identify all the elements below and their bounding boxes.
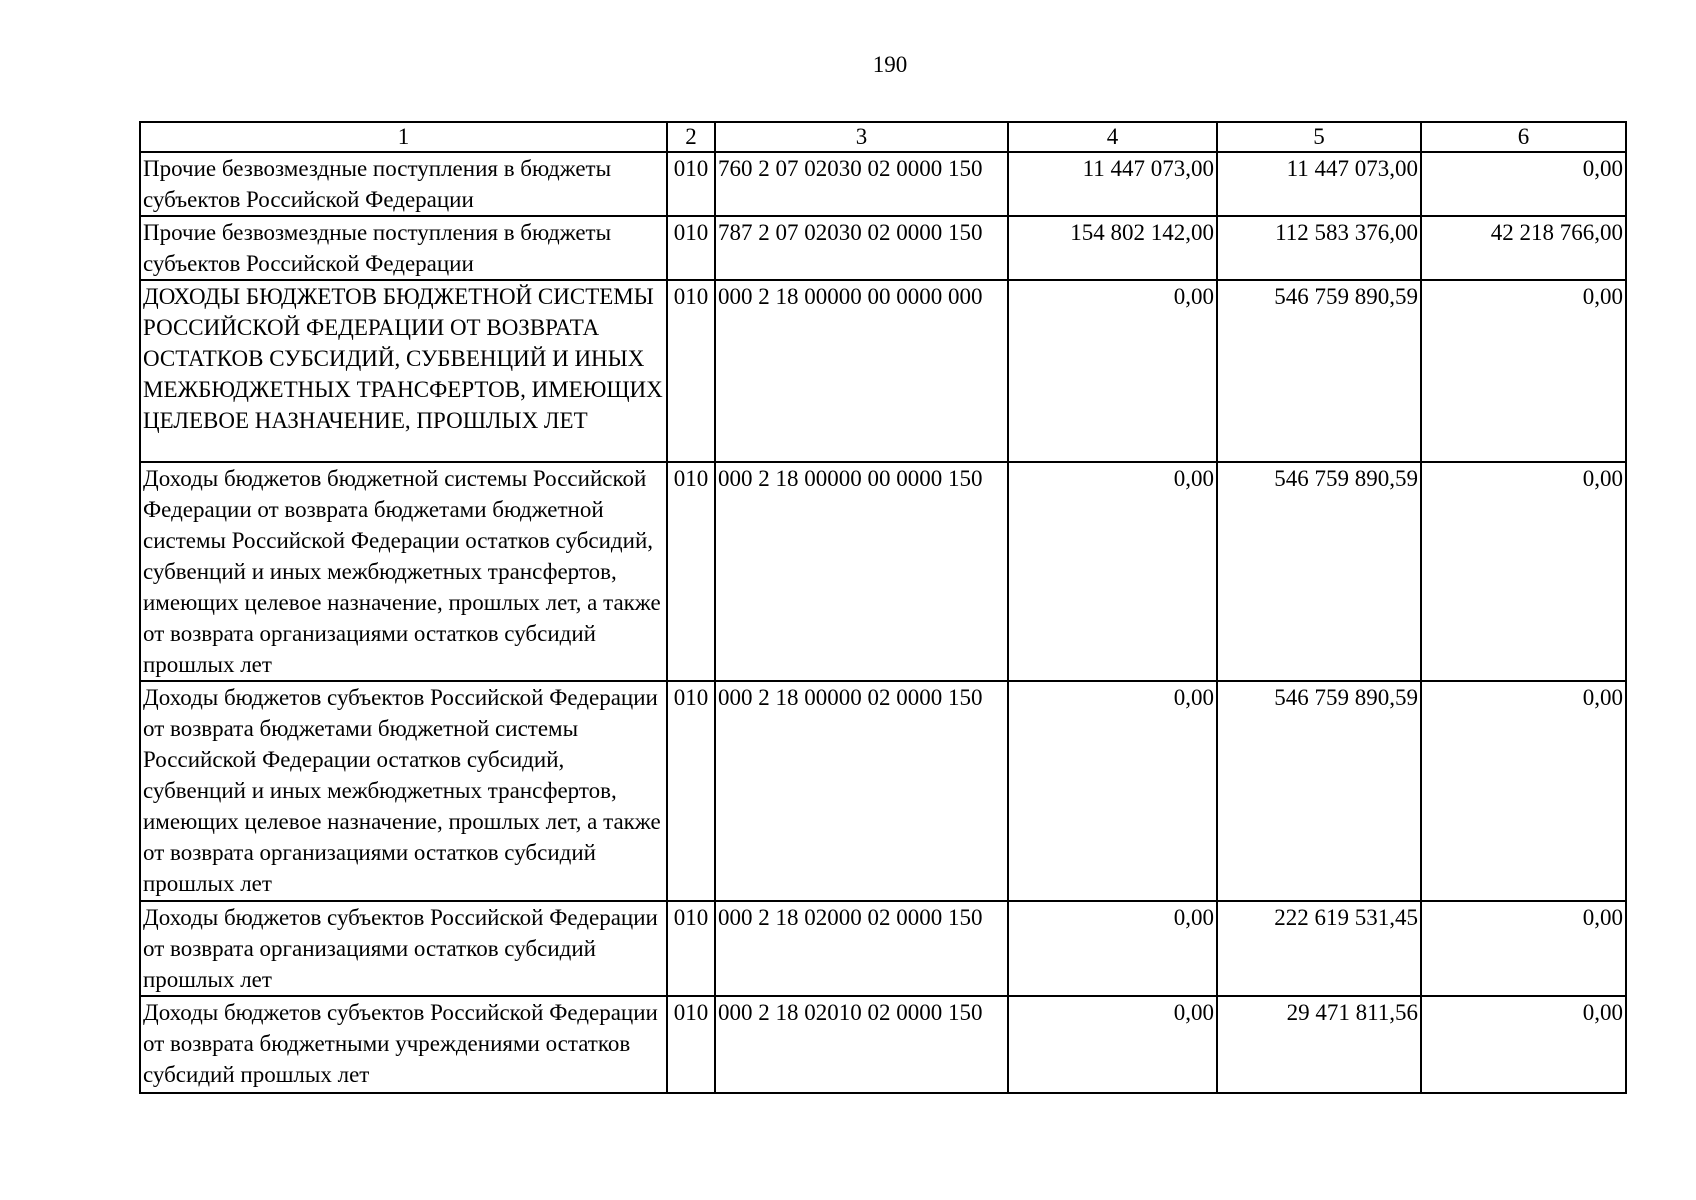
row-admin-code: 010 (667, 681, 715, 901)
row-value-col5: 546 759 890,59 (1217, 681, 1421, 901)
table-row (140, 216, 1626, 280)
row-value-col5: 11 447 073,00 (1217, 152, 1421, 216)
row-value-col4: 0,00 (1008, 996, 1217, 1093)
row-value-col6: 0,00 (1421, 996, 1626, 1093)
row-value-col6: 0,00 (1421, 280, 1626, 462)
table-header-row (140, 122, 1626, 152)
page-number: 190 (872, 52, 908, 77)
row-budget-code: 000 2 18 02000 02 0000 150 (715, 901, 1008, 996)
column-header-5: 5 (1217, 122, 1421, 152)
row-value-col5: 546 759 890,59 (1217, 280, 1421, 462)
row-value-col6: 0,00 (1421, 152, 1626, 216)
table-row (140, 462, 1626, 681)
row-description: Доходы бюджетов бюджетной системы Российской Федерации от возврата бюджетами бюджетной системы Российской Федерации остатков субсидий, субвенций и иных межбюджетных трансфертов, имеющих целевое назначение, прошлых лет, а также от возврата организациями остатков субсидий прошлых лет (140, 462, 667, 681)
row-admin-code: 010 (667, 996, 715, 1093)
column-header-4: 4 (1008, 122, 1217, 152)
row-value-col4: 0,00 (1008, 681, 1217, 901)
row-value-col4: 0,00 (1008, 280, 1217, 462)
table-row (140, 901, 1626, 996)
column-header-6: 6 (1421, 122, 1626, 152)
row-budget-code: 000 2 18 00000 02 0000 150 (715, 681, 1008, 901)
row-admin-code: 010 (667, 280, 715, 462)
row-description: Доходы бюджетов субъектов Российской Федерации от возврата бюджетными учреждениями остатков субсидий прошлых лет (140, 996, 667, 1093)
row-value-col4: 0,00 (1008, 901, 1217, 996)
table-row (140, 280, 1626, 462)
row-description: Доходы бюджетов субъектов Российской Федерации от возврата организациями остатков субсидий прошлых лет (140, 901, 667, 996)
row-value-col5: 546 759 890,59 (1217, 462, 1421, 681)
row-value-col4: 0,00 (1008, 462, 1217, 681)
column-header-3: 3 (715, 122, 1008, 152)
table-row (140, 152, 1626, 216)
row-value-col6: 0,00 (1421, 681, 1626, 901)
row-value-col4: 11 447 073,00 (1008, 152, 1217, 216)
row-description: Прочие безвозмездные поступления в бюджеты субъектов Российской Федерации (140, 216, 667, 280)
column-header-1: 1 (140, 122, 667, 152)
row-budget-code: 787 2 07 02030 02 0000 150 (715, 216, 1008, 280)
row-value-col4: 154 802 142,00 (1008, 216, 1217, 280)
row-value-col5: 112 583 376,00 (1217, 216, 1421, 280)
row-value-col6: 0,00 (1421, 901, 1626, 996)
row-admin-code: 010 (667, 901, 715, 996)
row-admin-code: 010 (667, 152, 715, 216)
row-description: Прочие безвозмездные поступления в бюджеты субъектов Российской Федерации (140, 152, 667, 216)
row-description: Доходы бюджетов субъектов Российской Федерации от возврата бюджетами бюджетной системы Российской Федерации остатков субсидий, субвенций и иных межбюджетных трансфертов, имеющих целевое назначение, прошлых лет, а также от возврата организациями остатков субсидий прошлых лет (140, 681, 667, 901)
budget-table (139, 121, 1627, 1094)
row-admin-code: 010 (667, 462, 715, 681)
row-value-col6: 0,00 (1421, 462, 1626, 681)
row-value-col5: 29 471 811,56 (1217, 996, 1421, 1093)
row-admin-code: 010 (667, 216, 715, 280)
row-value-col5: 222 619 531,45 (1217, 901, 1421, 996)
row-budget-code: 000 2 18 00000 00 0000 000 (715, 280, 1008, 462)
row-description: ДОХОДЫ БЮДЖЕТОВ БЮДЖЕТНОЙ СИСТЕМЫ РОССИЙСКОЙ ФЕДЕРАЦИИ ОТ ВОЗВРАТА ОСТАТКОВ СУБСИДИЙ, СУБВЕНЦИЙ И ИНЫХ МЕЖБЮДЖЕТНЫХ ТРАНСФЕРТОВ, ИМЕЮЩИХ ЦЕЛЕВОЕ НАЗНАЧЕНИЕ, ПРОШЛЫХ ЛЕТ (140, 280, 667, 462)
row-budget-code: 000 2 18 02010 02 0000 150 (715, 996, 1008, 1093)
row-value-col6: 42 218 766,00 (1421, 216, 1626, 280)
table-row (140, 996, 1626, 1093)
row-budget-code: 760 2 07 02030 02 0000 150 (715, 152, 1008, 216)
column-header-2: 2 (667, 122, 715, 152)
table-row (140, 681, 1626, 901)
row-budget-code: 000 2 18 00000 00 0000 150 (715, 462, 1008, 681)
